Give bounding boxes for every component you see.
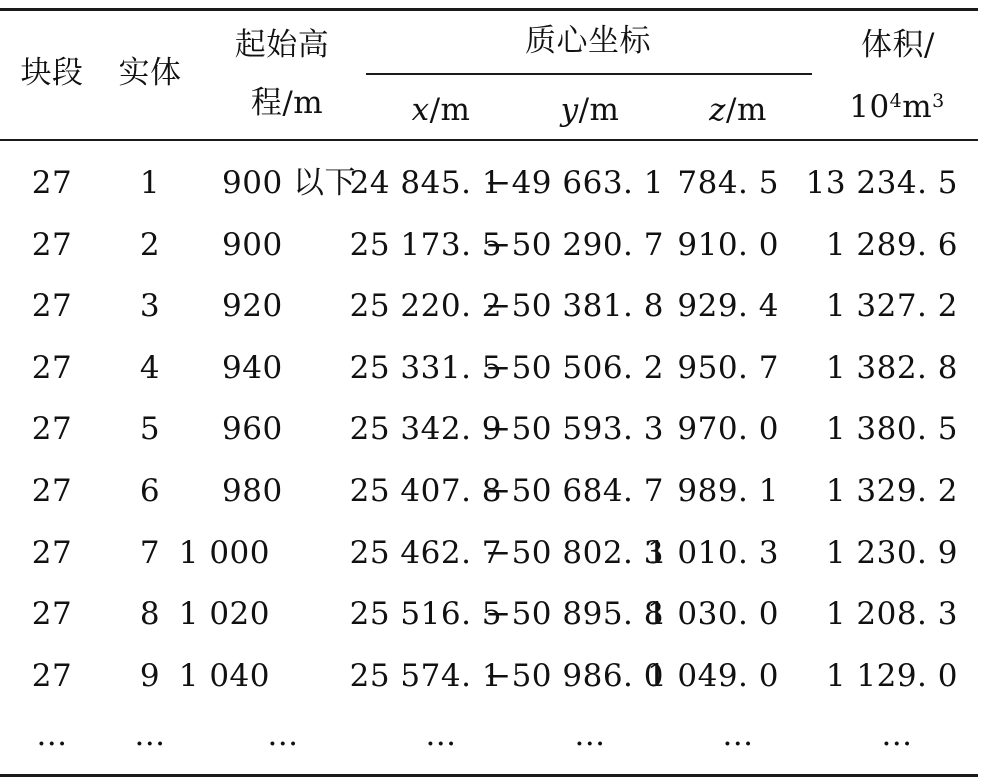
header-entity: 实体 bbox=[118, 55, 182, 91]
cell-elevation: … bbox=[267, 717, 299, 753]
cell-block: … bbox=[36, 717, 68, 753]
cell-x: … bbox=[425, 717, 457, 753]
cell-volume: 13 234. 5 bbox=[805, 165, 958, 201]
cell-entity: … bbox=[134, 717, 166, 753]
cell-elevation: 980 bbox=[222, 473, 283, 509]
cell-y: −50 290. 7 bbox=[485, 227, 664, 263]
cell-z: 784. 5 bbox=[677, 165, 779, 201]
header-z-var: z bbox=[709, 92, 726, 128]
cell-entity: 1 bbox=[139, 165, 161, 201]
cell-z: … bbox=[722, 717, 754, 753]
cell-x: 25 516. 5 bbox=[349, 596, 502, 632]
cell-z: 1 010. 3 bbox=[646, 535, 779, 571]
cell-elevation: 960 bbox=[222, 411, 283, 447]
header-z bbox=[709, 93, 767, 127]
header-volume-line1: 体积/ bbox=[861, 27, 935, 63]
cell-volume: … bbox=[881, 717, 913, 753]
cell-y: −50 684. 7 bbox=[485, 473, 664, 509]
header-volume-base: 10 bbox=[849, 89, 890, 125]
cell-volume: 1 129. 0 bbox=[825, 658, 958, 694]
cell-volume: 1 382. 8 bbox=[825, 350, 958, 386]
cell-elevation: 900 以下 bbox=[222, 165, 357, 201]
header-volume-line2 bbox=[849, 90, 945, 124]
cell-y: −49 663. 1 bbox=[485, 165, 664, 201]
cell-entity: 5 bbox=[139, 411, 161, 447]
cell-block: 27 bbox=[31, 227, 73, 263]
cell-entity: 3 bbox=[139, 288, 161, 324]
cell-volume: 1 380. 5 bbox=[825, 411, 958, 447]
cell-volume: 1 327. 2 bbox=[825, 288, 958, 324]
cell-volume: 1 230. 9 bbox=[825, 535, 958, 571]
cell-entity: 8 bbox=[139, 596, 161, 632]
cell-z: 989. 1 bbox=[677, 473, 779, 509]
header-y-unit: /m bbox=[578, 92, 620, 128]
cell-volume: 1 208. 3 bbox=[825, 596, 958, 632]
cell-volume: 1 329. 2 bbox=[825, 473, 958, 509]
cell-block: 27 bbox=[31, 596, 73, 632]
cell-block: 27 bbox=[31, 165, 73, 201]
cell-block: 27 bbox=[31, 658, 73, 694]
cell-block: 27 bbox=[31, 288, 73, 324]
table-header-rule bbox=[0, 139, 978, 141]
cell-x: 25 342. 9 bbox=[349, 411, 502, 447]
header-block: 块段 bbox=[20, 55, 84, 91]
cell-entity: 4 bbox=[139, 350, 161, 386]
cell-elevation: 900 bbox=[222, 227, 283, 263]
cell-x: 25 331. 5 bbox=[349, 350, 502, 386]
cell-y: −50 802. 3 bbox=[485, 535, 664, 571]
header-y-var: y bbox=[560, 92, 579, 128]
cell-z: 1 049. 0 bbox=[646, 658, 779, 694]
cell-z: 950. 7 bbox=[677, 350, 779, 386]
cell-y: −50 895. 8 bbox=[485, 596, 664, 632]
cell-y: −50 593. 3 bbox=[485, 411, 664, 447]
header-volume-exp: 4 bbox=[889, 90, 903, 112]
cell-y: −50 986. 0 bbox=[485, 658, 664, 694]
table-top-rule bbox=[0, 8, 978, 11]
header-z-unit: /m bbox=[726, 92, 767, 128]
cell-z: 929. 4 bbox=[677, 288, 779, 324]
cell-elevation: 1 000 bbox=[178, 535, 270, 571]
cell-block: 27 bbox=[31, 350, 73, 386]
cell-y: … bbox=[574, 717, 606, 753]
table-bottom-rule bbox=[0, 774, 978, 777]
cell-entity: 2 bbox=[139, 227, 161, 263]
cell-y: −50 381. 8 bbox=[485, 288, 664, 324]
cell-z: 1 030. 0 bbox=[646, 596, 779, 632]
header-elevation-line2: 程/m bbox=[250, 85, 324, 121]
cell-elevation: 1 020 bbox=[178, 596, 270, 632]
cell-x: 25 574. 1 bbox=[349, 658, 502, 694]
cell-x: 25 462. 7 bbox=[349, 535, 502, 571]
header-volume-unit-exp: 3 bbox=[932, 90, 945, 112]
cell-x: 25 173. 5 bbox=[349, 227, 502, 263]
cell-y: −50 506. 2 bbox=[485, 350, 664, 386]
cell-z: 970. 0 bbox=[677, 411, 779, 447]
cell-block: 27 bbox=[31, 473, 73, 509]
header-elevation-line1: 起始高 bbox=[234, 27, 330, 63]
header-y bbox=[561, 93, 620, 127]
header-x-var: x bbox=[411, 92, 430, 128]
header-volume-unit: m bbox=[902, 89, 933, 125]
header-x-unit: /m bbox=[429, 92, 471, 128]
cell-x: 25 407. 8 bbox=[349, 473, 502, 509]
cell-x: 24 845. 1 bbox=[349, 165, 502, 201]
cell-z: 910. 0 bbox=[677, 227, 779, 263]
cell-block: 27 bbox=[31, 411, 73, 447]
cell-entity: 6 bbox=[139, 473, 161, 509]
header-x bbox=[412, 93, 471, 127]
centroid-group-rule bbox=[366, 73, 812, 75]
cell-block: 27 bbox=[31, 535, 73, 571]
cell-elevation: 1 040 bbox=[178, 658, 270, 694]
cell-volume: 1 289. 6 bbox=[825, 227, 958, 263]
cell-x: 25 220. 2 bbox=[349, 288, 502, 324]
header-centroid: 质心坐标 bbox=[525, 23, 651, 59]
cell-elevation: 920 bbox=[222, 288, 283, 324]
cell-entity: 9 bbox=[139, 658, 161, 694]
cell-entity: 7 bbox=[139, 535, 161, 571]
cell-elevation: 940 bbox=[222, 350, 283, 386]
